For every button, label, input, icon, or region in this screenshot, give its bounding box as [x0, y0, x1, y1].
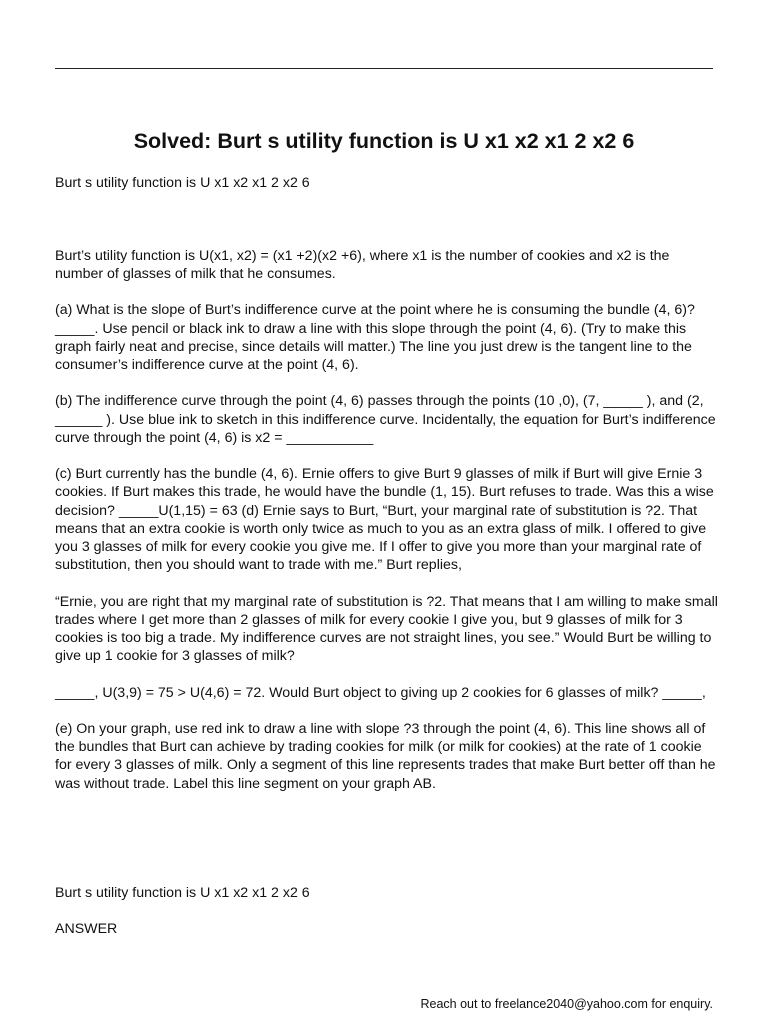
document-subtitle: Burt s utility function is U x1 x2 x1 2 x2 6	[55, 175, 310, 191]
page-title: Solved: Burt s utility function is U x1 x2 x1 2 x2 6	[133, 129, 635, 153]
question-a-paragraph: (a) What is the slope of Burt’s indifference curve at the point where he is consuming the bundle (4, 6)?_____. Use pencil or black ink to draw a line with this slope through the point (4, 6). (Try to make this graph fairly neat and precise, since details will matter.) The line you just drew is the tangent line to the consumer’s indifference curve at the point (4, 6).	[55, 302, 695, 373]
document-body	[55, 174, 720, 957]
answer-blank-paragraph: _____, U(3,9) = 75 > U(4,6) = 72. Would Burt object to giving up 2 cookies for 6 glasses of milk? _____,	[55, 684, 706, 701]
burt-reply-paragraph: “Ernie, you are right that my marginal rate of substitution is ?2. That means that I am willing to make small trades where I get more than 2 glasses of milk for every cookie I give you, but 9 glasses of milk for 3 cookies is too big a trade. My indifference curves are not straight lines, you see.” Would Burt be willing to give up 1 cookie for 3 glasses of milk?	[55, 593, 718, 665]
footer-contact-note: Reach out to freelance2040@yahoo.com for enquiry.	[420, 997, 713, 1011]
repeat-heading: Burt s utility function is U x1 x2 x1 2 x2 6	[55, 884, 310, 901]
question-c-d-paragraph: (c) Burt currently has the bundle (4, 6). Ernie offers to give Burt 9 glasses of milk if Burt will give Ernie 3 cookies. If Burt makes this trade, he would have the bundle (1, 15). Burt refuses to trade. Was this a wise decision? _____U(1,15) = 63 (d) Ernie says to Burt, “Burt, your marginal rate of substitution is ?2. That means that an extra cookie is worth only twice as much to you as an extra glass of milk. I offered to give you 3 glasses of milk for every cookie you give me. If I offer to give you more than your marginal rate of substitution, then you should want to trade with me.” Burt replies,	[55, 466, 714, 574]
top-divider	[55, 68, 713, 69]
answer-label: ANSWER	[55, 921, 118, 938]
intro-paragraph: Burt’s utility function is U(x1, x2) = (x1 +2)(x2 +6), where x1 is the number of cookies and x2 is the number of glasses of milk that he consumes.	[55, 247, 670, 282]
question-b-paragraph: (b) The indifference curve through the point (4, 6) passes through the points (10 ,0), (7, _____ ), and (2, ______ ). Use blue ink to sketch in this indifference curve. Incidentally, the equation for Burt’s indifference curve through the point (4, 6) is x2 = ___________	[55, 393, 716, 446]
question-e-paragraph: (e) On your graph, use red ink to draw a line with slope ?3 through the point (4, 6). This line shows all of the bundles that Burt can achieve by trading cookies for milk (or milk for cookies) at the rate of 1 cookie for every 3 glasses of milk. Only a segment of this line represents trades that make Burt better off than he was without trade. Label this line segment on your graph AB.	[55, 720, 716, 792]
